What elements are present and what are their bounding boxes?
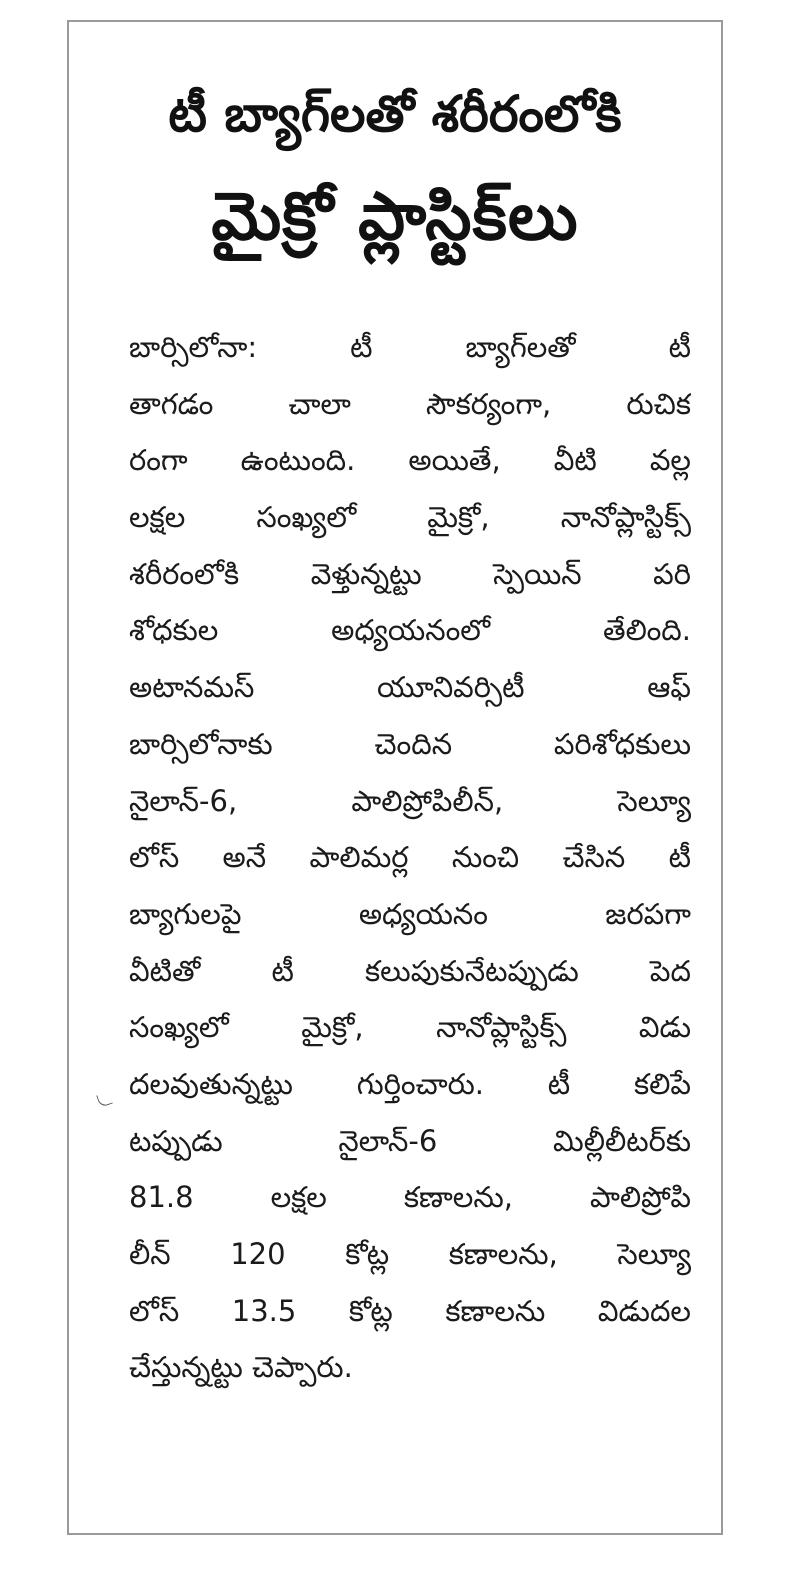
article-line: లోస్ అనే పాలిమర్ల నుంచి చేసిన టీ bbox=[129, 840, 691, 875]
article-line: లోస్ 13.5 కోట్ల కణాలను విడుదల bbox=[129, 1293, 691, 1328]
article-line-last: చేస్తున్నట్టు చెప్పారు. bbox=[129, 1350, 353, 1385]
newspaper-clipping bbox=[67, 20, 723, 1535]
article-line: లక్షల సంఖ్యలో మైక్రో, నానోప్లాస్టిక్స్ bbox=[129, 500, 691, 535]
article-line: సంఖ్యలో మైక్రో, నానోప్లాస్టిక్స్ విడు bbox=[129, 1010, 691, 1045]
article-line: తాగడం చాలా సౌకర్యంగా, రుచిక bbox=[129, 386, 691, 421]
headline-line-2: మైక్రో ప్లాస్టిక్‌లు bbox=[211, 178, 579, 255]
article-body bbox=[129, 319, 691, 1396]
article-line: అటానమస్ యూనివర్సిటీ ఆఫ్ bbox=[129, 670, 691, 705]
article-line: శోధకుల అధ్యయనంలో తేలింది. bbox=[129, 613, 691, 648]
article-line: నైలాన్-6, పాలిప్రోపిలీన్, సెల్యూ bbox=[129, 783, 691, 818]
article-line: లీన్ 120 కోట్ల కణాలను, సెల్యూ bbox=[129, 1237, 691, 1271]
headline-line-1: టీ బ్యాగ్‌లతో శరీరంలోకి bbox=[168, 85, 622, 143]
article-line: రంగా ఉంటుంది. అయితే, వీటి వల్ల bbox=[129, 443, 691, 478]
article-line: టప్పుడు నైలాన్-6 మిల్లీలీటర్‌కు bbox=[129, 1123, 691, 1158]
article-line: వీటితో టీ కలుపుకునేటప్పుడు పెద bbox=[129, 953, 691, 988]
article-line: దలవుతున్నట్టు గుర్తించారు. టీ కలిపే bbox=[129, 1066, 691, 1101]
article-line: శరీరంలోకి వెళ్తున్నట్టు స్పెయిన్ పరి bbox=[129, 556, 691, 591]
article-line: బార్సిలోనాకు చెందిన పరిశోధకులు bbox=[129, 726, 691, 761]
article-line: బార్సిలోనా: టీ బ్యాగ్‌లతో టీ bbox=[129, 330, 691, 364]
article-line: 81.8 లక్షల కణాలను, పాలిప్రోపి bbox=[129, 1180, 691, 1215]
article-line: బ్యాగులపై అధ్యయనం జరపగా bbox=[129, 896, 691, 931]
